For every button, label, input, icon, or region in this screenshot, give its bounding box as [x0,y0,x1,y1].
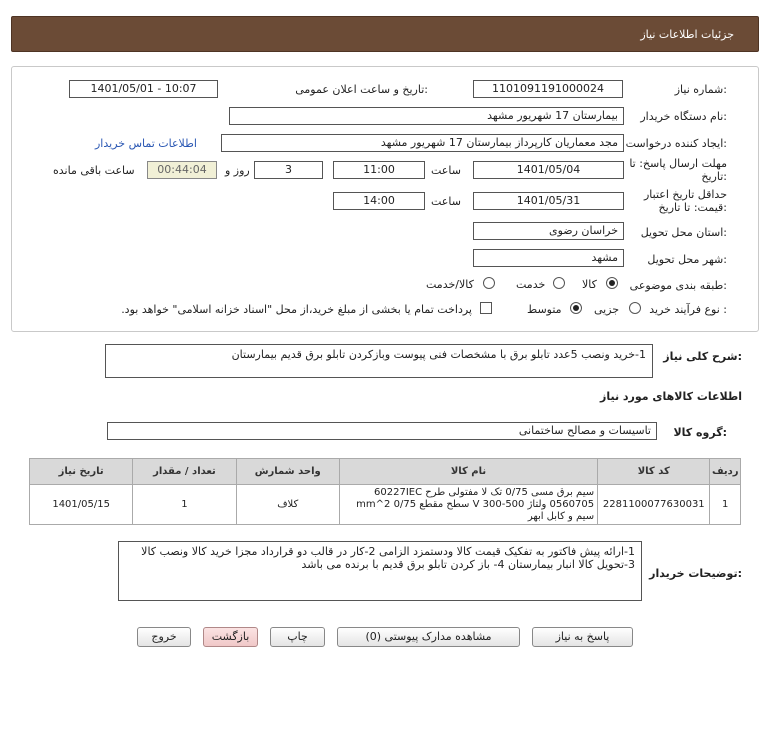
reply-deadline-label-2: تاریخ: [701,170,727,183]
buyer-notes-line-1: 1-ارائه پیش فاکتور به تفکیک قیمت کالا ودستمزد الزامی 2-کار در قالب دو قرارداد مجزا خرید کالا ونصب کالا [141,545,635,558]
category-goods-radio[interactable] [606,277,618,289]
announce-label: تاریخ و ساعت اعلان عمومی: [295,83,428,96]
treasury-payment-note: پرداخت تمام یا بخشی از مبلغ خرید،از محل "اسناد خزانه اسلامی" خواهد بود. [121,303,472,316]
cell-code: 2281100077630031 [598,485,710,525]
goods-section-title: اطلاعات کالاهای مورد نیاز [600,390,742,403]
reply-deadline-label: مهلت ارسال پاسخ: تا [629,157,727,170]
need-number-field: 1101091191000024 [473,80,623,98]
summary-label: شرح کلی نیاز: [663,350,742,363]
validity-label-2: قیمت: تا تاریخ: [658,201,727,214]
goods-group-field: تاسیسات و مصالح ساختمانی [107,422,657,440]
category-label: طبقه بندی موضوعی: [629,279,727,292]
days-label: روز و [225,164,250,177]
cell-unit: کلاف [236,485,339,525]
city-field: مشهد [473,249,624,267]
days-remaining-field: 3 [254,161,323,179]
province-label: استان محل تحویل: [640,226,727,239]
category-service-label: خدمت [516,278,546,291]
col-qty: تعداد / مقدار [133,459,236,485]
treasury-payment-checkbox[interactable] [480,302,492,314]
buyer-notes-label: توضیحات خریدار: [649,567,742,580]
col-row: ردیف [710,459,741,485]
category-goods-service-label: کالا/خدمت [426,278,474,291]
category-goods-service-radio[interactable] [483,277,495,289]
process-medium-radio[interactable] [570,302,582,314]
need-number-label: شماره نیاز: [674,83,727,96]
view-attachments-button[interactable]: مشاهده مدارک پیوستی (0) [337,627,520,647]
process-label: نوع فرآیند خرید : [649,303,727,316]
remaining-time-label: ساعت باقی مانده [53,164,135,177]
buyer-notes-line-2: 3-تحویل کالا انبار بیمارستان 4- باز کردن تابلو برق قدیم با برنده می باشد [301,558,635,571]
print-button[interactable]: چاپ [270,627,325,647]
table-row [30,485,741,525]
reply-button[interactable]: پاسخ به نیاز [532,627,633,647]
category-goods-label: کالا [582,278,597,291]
back-button[interactable]: بازگشت [203,627,258,647]
col-code: کد کالا [598,459,710,485]
validity-time-field: 14:00 [333,192,425,210]
validity-time-label: ساعت [431,195,461,208]
requester-field: مجد معماریان کارپرداز بیمارستان 17 شهریور مشهد [221,134,624,152]
buyer-org-field: بیمارستان 17 شهریور مشهد [229,107,624,125]
process-minor-radio[interactable] [629,302,641,314]
cell-qty: 1 [133,485,236,525]
process-medium-label: متوسط [527,303,562,316]
buyer-contact-link[interactable]: اطلاعات تماس خریدار [95,137,197,150]
page-header [11,16,759,52]
reply-time-field: 11:00 [333,161,425,179]
buyer-notes-text [118,541,642,601]
province-field: خراسان رضوی [473,222,624,240]
page-title: جزئیات اطلاعات نیاز [640,28,734,41]
col-unit: واحد شمارش [236,459,339,485]
reply-time-label: ساعت [431,164,461,177]
exit-button[interactable]: خروج [137,627,191,647]
cell-row: 1 [710,485,741,525]
validity-label: حداقل تاریخ اعتبار [643,188,727,201]
goods-group-label: گروه کالا: [673,426,727,439]
cell-date: 1401/05/15 [30,485,133,525]
summary-text: 1-خرید ونصب 5عدد تابلو برق با مشخصات فنی پیوست وبازکردن تابلو برق قدیم بیمارستان [105,344,653,378]
buyer-org-label: نام دستگاه خریدار: [640,110,727,123]
city-label: شهر محل تحویل: [647,253,727,266]
cell-name: سیم برق مسی 0/75 تک لا مفتولی طرح 60227IEC 0560705 ولتاژ 500-300 V سطح مقطع 0/75 mm^2 سیم و کابل ابهر [339,485,597,525]
reply-date-field: 1401/05/04 [473,161,624,179]
requester-label: ایجاد کننده درخواست: [625,137,727,150]
category-service-radio[interactable] [553,277,565,289]
col-name: نام کالا [339,459,597,485]
goods-table [29,458,741,525]
col-date: تاریخ نیاز [30,459,133,485]
validity-date-field: 1401/05/31 [473,192,624,210]
goods-table-header [30,459,741,485]
remaining-time-field: 00:44:04 [147,161,217,179]
announce-datetime-field: 1401/05/01 - 10:07 [69,80,218,98]
process-minor-label: جزیی [594,303,620,316]
